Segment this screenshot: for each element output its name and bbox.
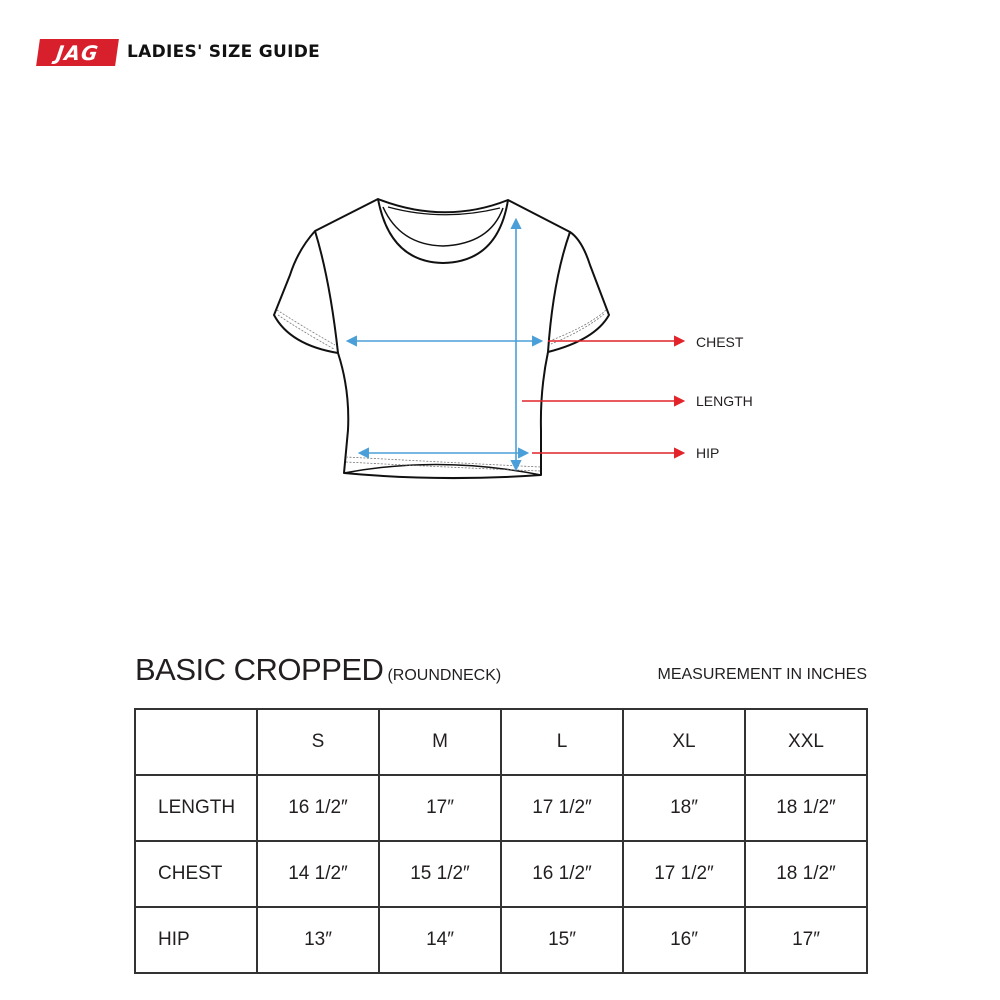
- product-style: (ROUNDNECK): [387, 667, 502, 684]
- table-cell: 13″: [257, 907, 379, 973]
- table-cell: 16 1/2″: [257, 775, 379, 841]
- table-row-length: [135, 775, 867, 841]
- product-name: BASIC CROPPED: [135, 652, 384, 687]
- row-label: CHEST: [135, 841, 257, 907]
- row-label: HIP: [135, 907, 257, 973]
- corner-cell: [135, 709, 257, 775]
- table-cell: 17″: [745, 907, 867, 973]
- table-cell: 16 1/2″: [501, 841, 623, 907]
- row-label: LENGTH: [135, 775, 257, 841]
- table-row-hip: [135, 907, 867, 973]
- table-cell: 17″: [379, 775, 501, 841]
- size-table: [134, 708, 868, 974]
- table-cell: 18″: [623, 775, 745, 841]
- size-col-l: L: [501, 709, 623, 775]
- page-title: LADIES' SIZE GUIDE: [127, 42, 321, 62]
- table-cell: 14″: [379, 907, 501, 973]
- callout-length: LENGTH: [696, 393, 753, 409]
- table-row-chest: [135, 841, 867, 907]
- size-col-m: M: [379, 709, 501, 775]
- size-col-xl: XL: [623, 709, 745, 775]
- table-cell: 15″: [501, 907, 623, 973]
- size-col-xxl: XXL: [745, 709, 867, 775]
- size-col-s: S: [257, 709, 379, 775]
- table-cell: 18 1/2″: [745, 775, 867, 841]
- size-header-row: [135, 709, 867, 775]
- table-cell: 16″: [623, 907, 745, 973]
- product-title: [135, 652, 501, 688]
- logo-text: JAG: [54, 40, 101, 64]
- table-cell: 17 1/2″: [501, 775, 623, 841]
- table-cell: 14 1/2″: [257, 841, 379, 907]
- unit-note: MEASUREMENT IN INCHES: [657, 666, 867, 683]
- table-cell: 18 1/2″: [745, 841, 867, 907]
- table-cell: 15 1/2″: [379, 841, 501, 907]
- callout-hip: HIP: [696, 445, 720, 461]
- table-cell: 17 1/2″: [623, 841, 745, 907]
- callout-chest: CHEST: [696, 334, 744, 350]
